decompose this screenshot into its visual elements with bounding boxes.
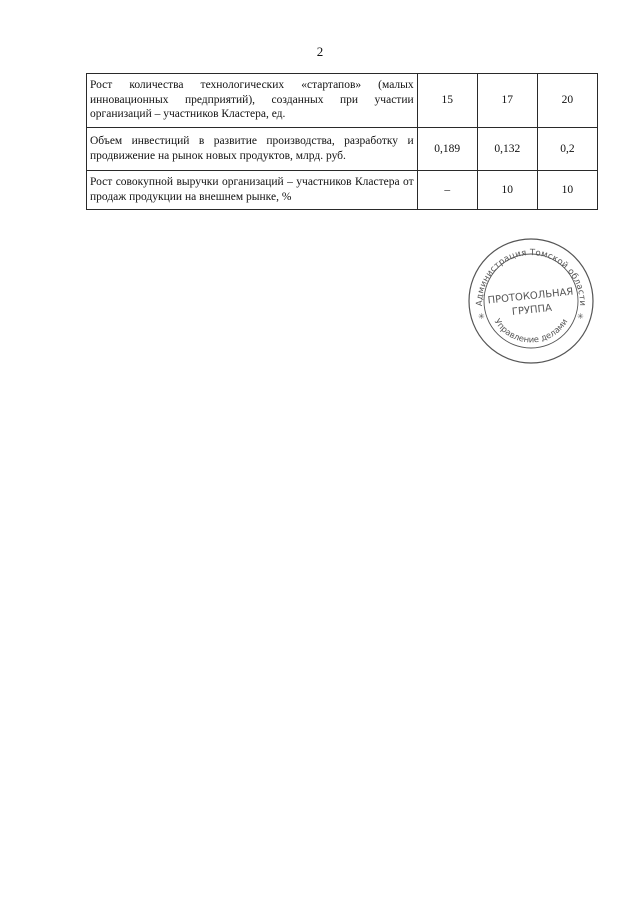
row-value: – bbox=[417, 171, 477, 210]
row-value: 10 bbox=[537, 171, 597, 210]
star-icon: ✳ bbox=[478, 312, 485, 321]
row-value: 10 bbox=[477, 171, 537, 210]
row-label: Объем инвестиций в развитие производства, разработку и продвижение на рынок новых продуктов, млрд. руб. bbox=[87, 128, 418, 171]
row-label: Рост совокупной выручки организаций – участников Кластера от продаж продукции на внешнем рынке, % bbox=[87, 171, 418, 210]
row-value: 0,2 bbox=[537, 128, 597, 171]
table-row bbox=[87, 128, 598, 171]
indicators-table bbox=[86, 73, 598, 210]
stamp-bottom-text: Управление делами bbox=[492, 316, 570, 345]
table-row bbox=[87, 74, 598, 128]
table-row bbox=[87, 171, 598, 210]
official-stamp bbox=[466, 236, 596, 366]
page-number: 2 bbox=[316, 44, 324, 59]
stamp-ring-text: Администрация Томской области bbox=[474, 247, 588, 307]
stamp-center-line-1: ПРОТОКОЛЬНАЯ bbox=[487, 286, 574, 307]
stamp-center-line-2: ГРУППА bbox=[511, 302, 553, 319]
star-icon: ✳ bbox=[577, 312, 584, 321]
row-value: 20 bbox=[537, 74, 597, 128]
row-value: 15 bbox=[417, 74, 477, 128]
row-value: 0,189 bbox=[417, 128, 477, 171]
row-value: 0,132 bbox=[477, 128, 537, 171]
row-value: 17 bbox=[477, 74, 537, 128]
row-label: Рост количества технологических «стартапов» (малых инновационных предприятий), созданных при участии организаций – участников Кластера, ед. bbox=[87, 74, 418, 128]
